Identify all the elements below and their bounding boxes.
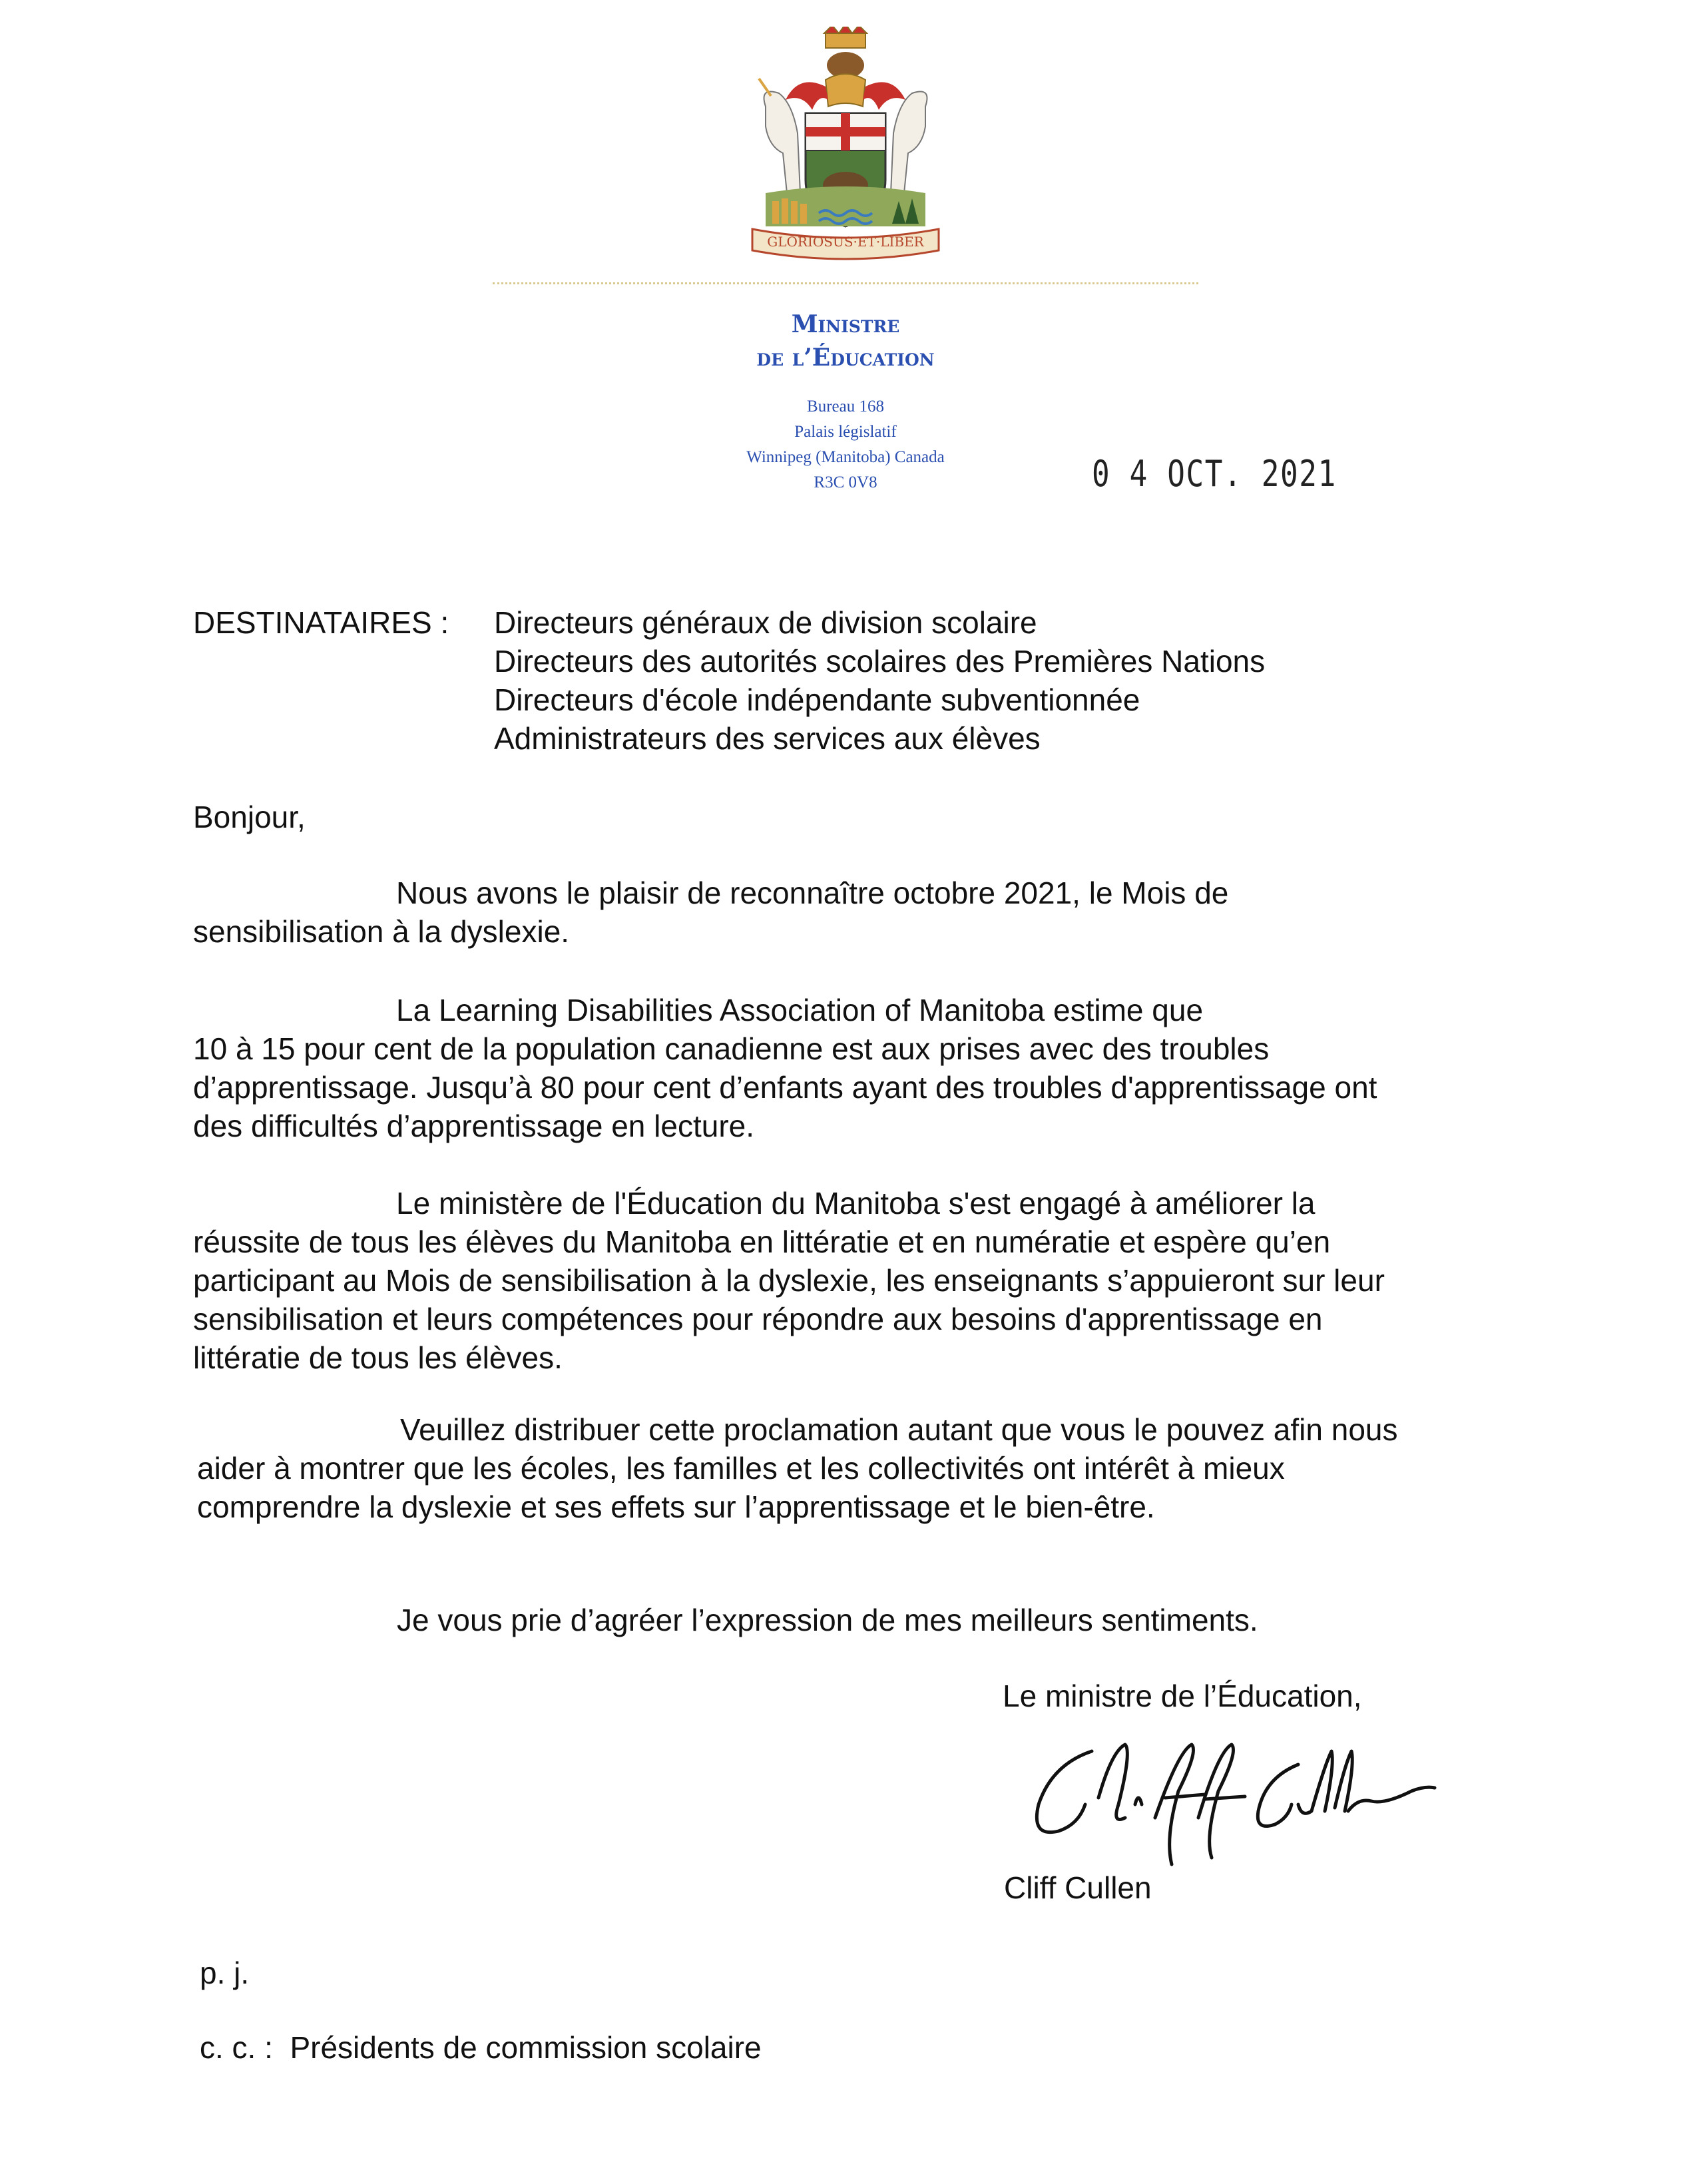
paragraph-line: sensibilisation et leurs compétences pour répondre aux besoins d'apprentissage en bbox=[193, 1302, 1323, 1336]
paragraph-line: comprendre la dyslexie et ses effets sur l’apprentissage et le bien-être. bbox=[197, 1490, 1155, 1524]
ministry-title bbox=[666, 308, 1025, 374]
recipients-list bbox=[494, 603, 1265, 758]
paragraph-line: participant au Mois de sensibilisation à la dyslexie, les enseignants s’appuieront sur leur bbox=[193, 1263, 1385, 1298]
paragraph-line: Veuillez distribuer cette proclamation autant que vous le pouvez afin nous bbox=[400, 1412, 1398, 1447]
letterhead-divider bbox=[493, 282, 1198, 284]
date-stamp: 0 4 OCT. 2021 bbox=[1092, 453, 1337, 495]
paragraph-line: La Learning Disabilities Association of Manitoba estime que bbox=[396, 993, 1204, 1027]
greeting: Bonjour, bbox=[193, 800, 306, 834]
address-line: Winnipeg (Manitoba) Canada bbox=[746, 448, 945, 466]
recipient-item: Directeurs des autorités scolaires des Premières Nations bbox=[494, 644, 1266, 679]
paragraph-1 bbox=[193, 874, 1498, 951]
ministry-title-line2: de l’Éducation bbox=[756, 344, 935, 372]
closing-line: Je vous prie d’agréer l’expression de mes meilleurs sentiments. bbox=[397, 1603, 1258, 1637]
recipients-label: DESTINATAIRES : bbox=[193, 605, 449, 640]
recipient-item: Directeurs généraux de division scolaire bbox=[494, 605, 1037, 640]
crest-motto: GLORIOSUS·ET·LIBER bbox=[767, 234, 924, 250]
signoff-title: Le ministre de l’Éducation, bbox=[1003, 1679, 1362, 1713]
address-line: Bureau 168 bbox=[807, 398, 884, 415]
paragraph-line: d’apprentissage. Jusqu’à 80 pour cent d’enfants ayant des troubles d'apprentissage ont bbox=[193, 1070, 1377, 1105]
paragraph-line: des difficultés d’apprentissage en lecture. bbox=[193, 1109, 755, 1143]
paragraph-line: Nous avons le plaisir de reconnaître octobre 2021, le Mois de bbox=[396, 876, 1229, 910]
paragraph-line: 10 à 15 pour cent de la population canadienne est aux prises avec des troubles bbox=[193, 1031, 1270, 1066]
paragraph-3 bbox=[193, 1184, 1498, 1377]
paragraph-line: Le ministère de l'Éducation du Manitoba s'est engagé à améliorer la bbox=[396, 1186, 1316, 1221]
recipient-item: Administrateurs des services aux élèves bbox=[494, 721, 1041, 756]
manitoba-coat-of-arms bbox=[739, 27, 952, 266]
ministry-title-line1: Ministre bbox=[791, 310, 900, 338]
paragraph-2 bbox=[193, 991, 1498, 1145]
paragraph-line: aider à montrer que les écoles, les familles et les collectivités ont intérêt à mieux bbox=[197, 1451, 1285, 1486]
crown-icon bbox=[824, 27, 867, 48]
paragraph-line: littératie de tous les élèves. bbox=[193, 1340, 563, 1375]
paragraph-line: réussite de tous les élèves du Manitoba en littératie et en numératie et espère qu’en bbox=[193, 1225, 1331, 1259]
office-address bbox=[679, 394, 1012, 495]
address-line: R3C 0V8 bbox=[814, 473, 877, 491]
paragraph-4 bbox=[197, 1410, 1502, 1526]
address-line: Palais législatif bbox=[794, 423, 897, 441]
enclosure-note: p. j. bbox=[200, 1956, 250, 1990]
handwritten-signature bbox=[1012, 1725, 1438, 1884]
recipient-item: Directeurs d'école indépendante subventionnée bbox=[494, 682, 1140, 717]
carbon-copy-line: c. c. : Présidents de commission scolaire bbox=[200, 2030, 762, 2065]
signatory-name: Cliff Cullen bbox=[1004, 1870, 1152, 1905]
paragraph-line: sensibilisation à la dyslexie. bbox=[193, 914, 570, 949]
